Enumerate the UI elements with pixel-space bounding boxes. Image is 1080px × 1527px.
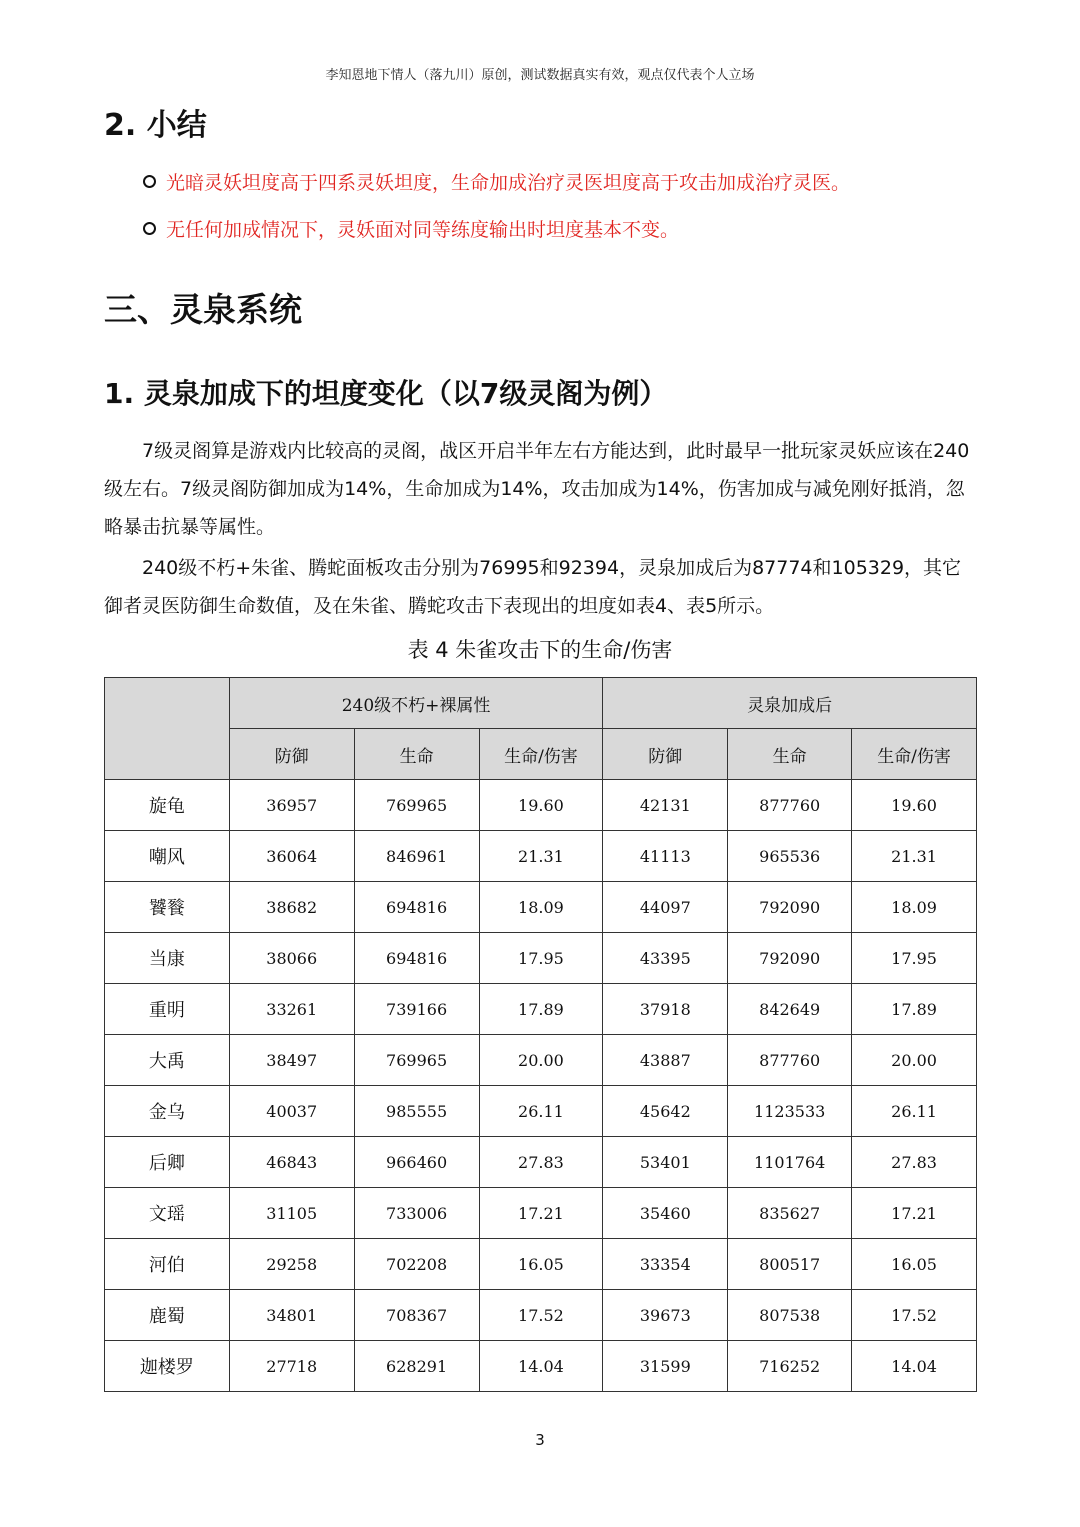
group-header-cell: 240级不朽+裸属性 [229,678,603,729]
table-sub-header-row [105,729,977,780]
row-name-cell: 饕餮 [105,882,230,933]
table-cell: 14.04 [852,1341,977,1392]
table-row [105,831,977,882]
table-row [105,933,977,984]
table-cell: 877760 [728,780,852,831]
summary-bullet [143,213,850,243]
table-body [105,780,977,1392]
column-header: 生命 [354,729,479,780]
table-cell: 17.95 [852,933,977,984]
table-group-header-row [105,678,977,729]
table-cell: 42131 [603,780,728,831]
table-cell: 702208 [354,1239,479,1290]
group-header-cell: 灵泉加成后 [603,678,977,729]
row-name-cell: 嘲风 [105,831,230,882]
table-cell: 31105 [229,1188,354,1239]
table-cell: 37918 [603,984,728,1035]
table-cell: 53401 [603,1137,728,1188]
table-cell: 17.52 [479,1290,603,1341]
table-cell: 17.89 [479,984,603,1035]
table-cell: 877760 [728,1035,852,1086]
table-cell: 27.83 [852,1137,977,1188]
table-cell: 628291 [354,1341,479,1392]
table-cell: 29258 [229,1239,354,1290]
table-cell: 43887 [603,1035,728,1086]
table-caption: 表 4 朱雀攻击下的生命/伤害 [407,638,673,662]
table-cell: 716252 [728,1341,852,1392]
row-name-cell: 旋龟 [105,780,230,831]
table-cell: 14.04 [479,1341,603,1392]
table-cell: 733006 [354,1188,479,1239]
table-cell: 842649 [728,984,852,1035]
table-cell: 19.60 [479,780,603,831]
summary-bullet [143,166,850,196]
table-row [105,1239,977,1290]
summary-bullet-text: 无任何加成情况下，灵妖面对同等练度输出时坦度基本不变。 [166,218,680,241]
table-cell: 33261 [229,984,354,1035]
table-cell: 966460 [354,1137,479,1188]
table-cell: 17.95 [479,933,603,984]
table-cell: 792090 [728,933,852,984]
table-row [105,984,977,1035]
column-header: 防御 [229,729,354,780]
page-number: 3 [535,1431,545,1449]
table-cell: 769965 [354,780,479,831]
table-corner-cell [105,678,230,780]
table-cell: 26.11 [479,1086,603,1137]
summary-bullet-list [143,166,850,260]
table-row [105,1137,977,1188]
table-cell: 17.89 [852,984,977,1035]
table-cell: 26.11 [852,1086,977,1137]
column-header: 生命/伤害 [852,729,977,780]
table-cell: 18.09 [479,882,603,933]
table-cell: 44097 [603,882,728,933]
table-cell: 846961 [354,831,479,882]
table-cell: 1123533 [728,1086,852,1137]
table-cell: 40037 [229,1086,354,1137]
table-cell: 1101764 [728,1137,852,1188]
table-cell: 20.00 [479,1035,603,1086]
row-name-cell: 重明 [105,984,230,1035]
table-row [105,780,977,831]
table-cell: 38066 [229,933,354,984]
table-cell: 985555 [354,1086,479,1137]
table-cell: 694816 [354,882,479,933]
table-row [105,1341,977,1392]
table-cell: 36064 [229,831,354,882]
header-note: 李知恩地下情人（落九川）原创，测试数据真实有效，观点仅代表个人立场 [325,68,755,83]
table-cell: 35460 [603,1188,728,1239]
section-2-title: 2. 小结 [104,108,207,143]
table-cell: 965536 [728,831,852,882]
table-cell: 31599 [603,1341,728,1392]
table-cell: 27.83 [479,1137,603,1188]
table-cell: 38497 [229,1035,354,1086]
bullet-circle-icon [143,222,156,235]
table-cell: 41113 [603,831,728,882]
row-name-cell: 河伯 [105,1239,230,1290]
column-header: 生命 [728,729,852,780]
subsection-title: 1. 灵泉加成下的坦度变化（以7级灵阁为例） [104,377,668,410]
row-name-cell: 文瑶 [105,1188,230,1239]
table-cell: 18.09 [852,882,977,933]
table-cell: 46843 [229,1137,354,1188]
table-cell: 27718 [229,1341,354,1392]
summary-bullet-text: 光暗灵妖坦度高于四系灵妖坦度，生命加成治疗灵医坦度高于攻击加成治疗灵医。 [166,171,851,194]
table-cell: 769965 [354,1035,479,1086]
table-cell: 33354 [603,1239,728,1290]
row-name-cell: 后卿 [105,1137,230,1188]
table-cell: 17.21 [852,1188,977,1239]
column-header: 生命/伤害 [479,729,603,780]
table-cell: 694816 [354,933,479,984]
table-cell: 19.60 [852,780,977,831]
table-cell: 21.31 [852,831,977,882]
table-row [105,1188,977,1239]
row-name-cell: 金乌 [105,1086,230,1137]
table-cell: 17.52 [852,1290,977,1341]
table-cell: 800517 [728,1239,852,1290]
table-cell: 792090 [728,882,852,933]
table-cell: 807538 [728,1290,852,1341]
row-name-cell: 当康 [105,933,230,984]
table-cell: 21.31 [479,831,603,882]
table-cell: 38682 [229,882,354,933]
column-header: 防御 [603,729,728,780]
table-cell: 708367 [354,1290,479,1341]
paragraph-2: 240级不朽+朱雀、腾蛇面板攻击分别为76995和92394，灵泉加成后为87774和105329，其它御者灵医防御生命数值，及在朱雀、腾蛇攻击下表现出的坦度如表4、表5所示。 [104,557,962,617]
table-row [105,882,977,933]
table-cell: 16.05 [479,1239,603,1290]
table-cell: 835627 [728,1188,852,1239]
table-cell: 739166 [354,984,479,1035]
bullet-circle-icon [143,175,156,188]
table-row [105,1290,977,1341]
table-cell: 17.21 [479,1188,603,1239]
table-cell: 36957 [229,780,354,831]
row-name-cell: 鹿蜀 [105,1290,230,1341]
table-cell: 16.05 [852,1239,977,1290]
row-name-cell: 大禹 [105,1035,230,1086]
table-cell: 43395 [603,933,728,984]
chapter-title: 三、灵泉系统 [104,290,302,329]
row-name-cell: 迦楼罗 [105,1341,230,1392]
data-table [104,677,977,1392]
table-row [105,1086,977,1137]
table-cell: 20.00 [852,1035,977,1086]
table-cell: 34801 [229,1290,354,1341]
paragraph-1: 7级灵阁算是游戏内比较高的灵阁，战区开启半年左右方能达到，此时最早一批玩家灵妖应该在240级左右。7级灵阁防御加成为14%，生命加成为14%，攻击加成为14%，伤害加成与减免刚好抵消，忽略暴击抗暴等属性。 [104,440,970,538]
table-cell: 45642 [603,1086,728,1137]
table-row [105,1035,977,1086]
table-cell: 39673 [603,1290,728,1341]
